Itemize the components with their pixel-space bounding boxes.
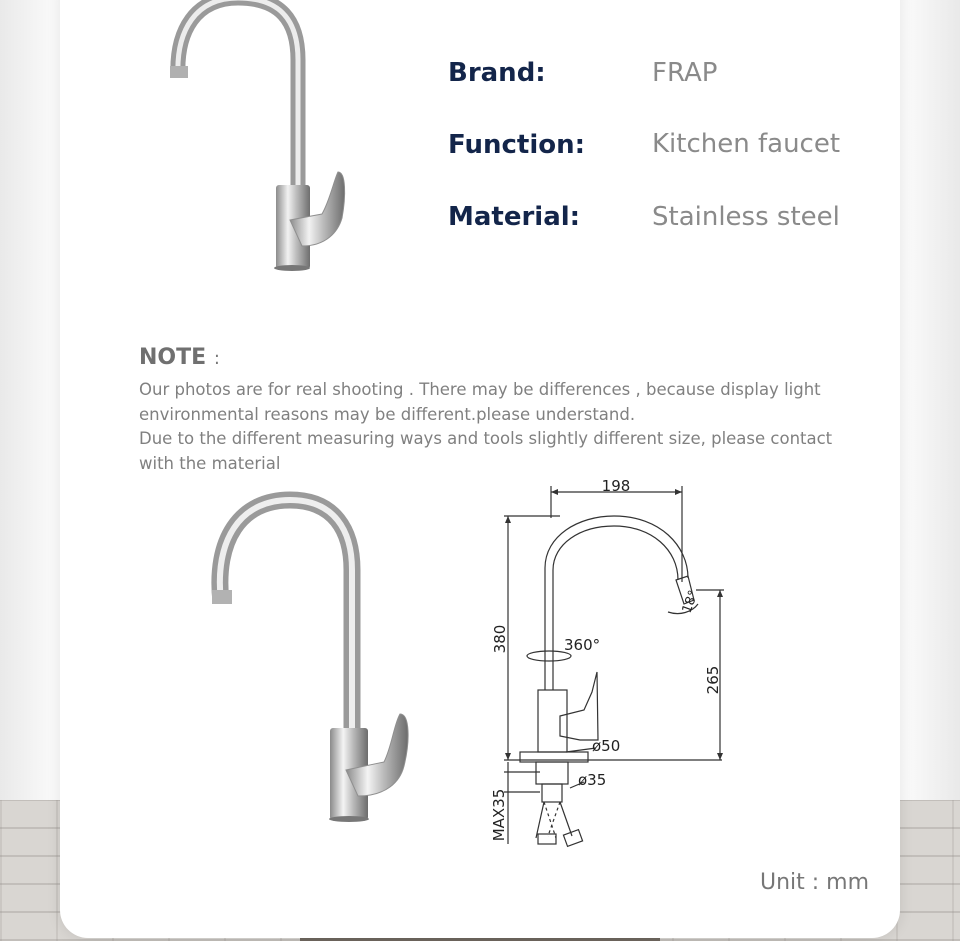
dim-height: 380 bbox=[491, 624, 509, 654]
function-value: Kitchen faucet bbox=[652, 129, 841, 159]
dim-rotation: 360° bbox=[564, 636, 601, 654]
dim-width: 198 bbox=[601, 477, 631, 495]
note-line-2: Due to the different measuring ways and tools slightly different size, please contact with the material bbox=[139, 429, 833, 473]
brand-value: FRAP bbox=[652, 58, 718, 88]
dim-spout-height: 265 bbox=[704, 665, 722, 695]
faucet-photo-bottom bbox=[200, 485, 420, 830]
dim-max-thickness: MAX35 bbox=[490, 788, 508, 842]
note-colon: : bbox=[213, 348, 220, 369]
dim-base-diameter: ø50 bbox=[592, 737, 621, 755]
material-label: Material: bbox=[448, 202, 581, 232]
note-title: NOTE bbox=[139, 345, 207, 370]
note-heading bbox=[139, 345, 220, 370]
function-label: Function: bbox=[448, 130, 586, 160]
material-value: Stainless steel bbox=[652, 202, 840, 232]
brand-label: Brand: bbox=[448, 58, 546, 88]
note-line-1: Our photos are for real shooting . There may be differences , because display light environmental reasons may be different.please understand. bbox=[139, 380, 821, 424]
faucet-photo-top bbox=[160, 0, 360, 280]
dim-angle: 18° bbox=[679, 588, 702, 616]
dim-hole-diameter: ø35 bbox=[578, 771, 607, 789]
dimension-drawing bbox=[480, 470, 740, 855]
note-body bbox=[139, 378, 839, 476]
unit-label: Unit : mm bbox=[760, 870, 870, 895]
